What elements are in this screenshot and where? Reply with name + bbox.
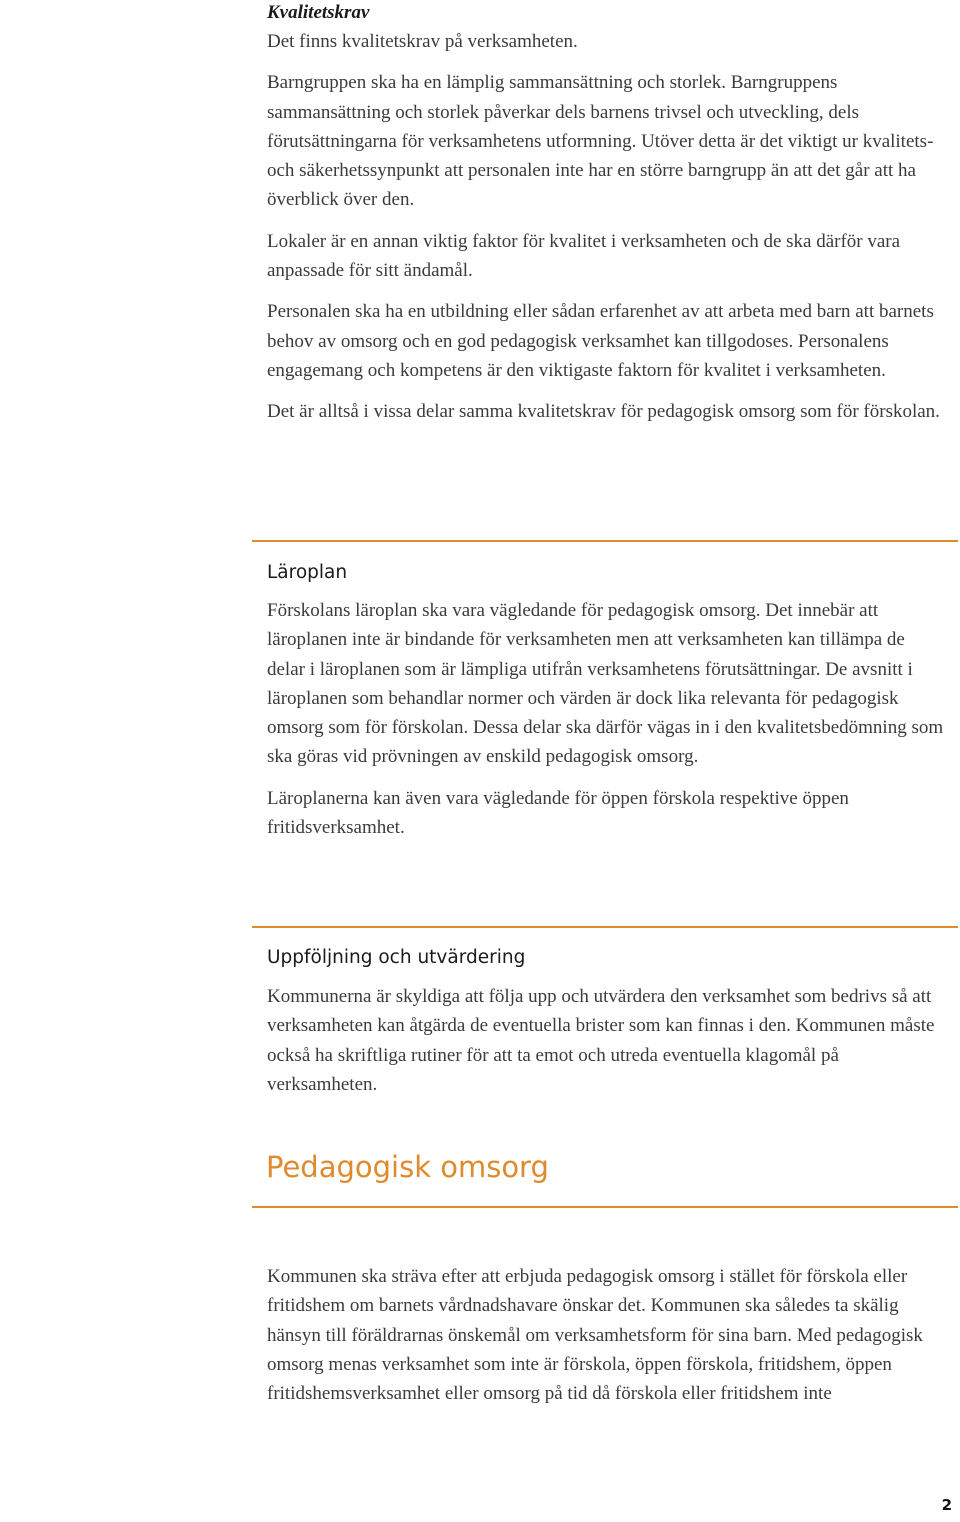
paragraph: Förskolans läroplan ska vara vägledande för pedagogisk omsorg. Det innebär att läroplanen inte är bindande för verksamheten men att verksamheten kan tillämpa de delar i läroplanen som är lämpliga utifrån verksamhetens förutsättningar. De avsnitt i läroplanen som behandlar normer och värden är dock lika relevanta för pedagogisk omsorg som för förskolan. Dessa delar ska därför vägas in i den kvalitetsbedömning som ska göras vid prövningen av enskild pedagogisk omsorg. bbox=[267, 600, 944, 768]
paragraph: Personalen ska ha en utbildning eller sådan erfarenhet av att arbeta med barn att barnets behov av omsorg och en god pedagogisk verksamhet kan tillgodoses. Personalens engagemang och kompetens är den viktigaste faktorn för kvalitet i verksamheten. bbox=[267, 301, 934, 381]
heading-kvalitetskrav: Kvalitetskrav bbox=[267, 2, 370, 23]
section-divider bbox=[252, 540, 958, 542]
page-number: 2 bbox=[941, 1496, 952, 1514]
section-divider bbox=[252, 1206, 958, 1208]
section-divider bbox=[252, 926, 958, 928]
paragraph: Det finns kvalitetskrav på verksamheten. bbox=[267, 31, 578, 52]
heading-pedagogisk-omsorg: Pedagogisk omsorg bbox=[266, 1150, 549, 1184]
section-uppfoljning bbox=[267, 982, 947, 1099]
section-kvalitetskrav bbox=[267, 1, 947, 427]
paragraph: Läroplanerna kan även vara vägledande för öppen förskola respektive öppen fritidsverksamhet. bbox=[267, 787, 849, 839]
section-laroplan bbox=[267, 596, 947, 842]
paragraph: Lokaler är en annan viktig faktor för kvalitet i verksamheten och de ska därför vara anpassade för sitt ändamål. bbox=[267, 230, 901, 282]
heading-laroplan: Läroplan bbox=[267, 562, 348, 583]
heading-uppfoljning: Uppföljning och utvärdering bbox=[267, 947, 526, 968]
paragraph: Barngruppen ska ha en lämplig sammansättning och storlek. Barngruppens sammansättning och storlek påverkar dels barnens trivsel och utveckling, dels förutsättningarna för verksamhetens utformning. Utöver detta är det viktigt ur kvalitets- och säkerhetssynpunkt att personalen inte har en större barngrupp än att det går att ha överblick över den. bbox=[267, 72, 934, 211]
paragraph: Kommunerna är skyldiga att följa upp och utvärdera den verksamhet som bedrivs så att verksamheten kan åtgärda de eventuella brister som kan finnas i den. Kommunen måste också ha skriftliga rutiner för att ta emot och utreda eventuella klagomål på verksamheten. bbox=[267, 986, 935, 1095]
paragraph: Kommunen ska sträva efter att erbjuda pedagogisk omsorg i stället för förskola eller fritidshem om barnets vårdnadshavare önskar det. Kommunen ska således ta skälig hänsyn till föräldrarnas önskemål om verksamhetsform för sina barn. Med pedagogisk omsorg menas verksamhet som inte är förskola, öppen förskola, fritidshem, öppen fritidshemsverksamhet eller omsorg på tid då förskola eller fritidshem inte bbox=[267, 1266, 923, 1405]
paragraph: Det är alltså i vissa delar samma kvalitetskrav för pedagogisk omsorg som för förskolan. bbox=[267, 401, 940, 423]
section-pedagogisk-omsorg bbox=[267, 1262, 947, 1408]
